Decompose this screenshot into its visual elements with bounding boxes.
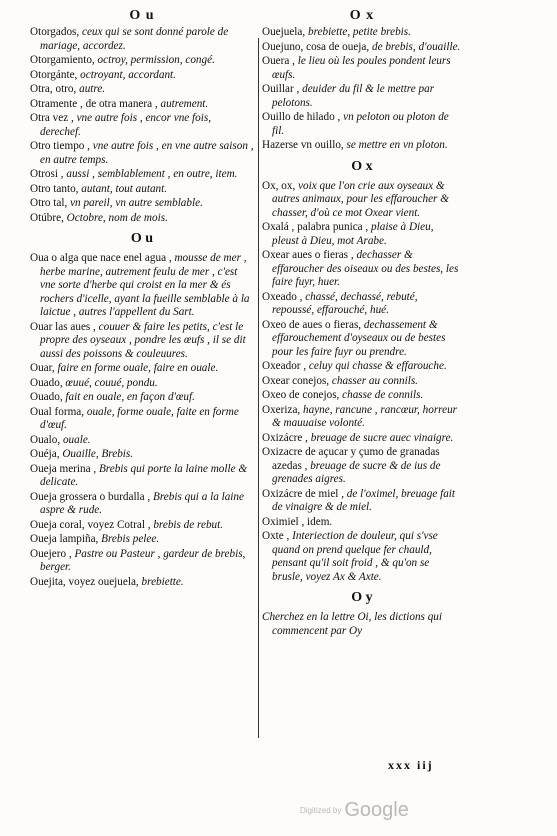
entry-headword: Ouera , [262,55,295,67]
entry-definition: couuer & faire les petits, c'est le propre des oyseaux , pondre les œufs , il se dit aussi des poissons & couleuures. [40,320,246,360]
entry-definition: celuy qui chasse & effarouche. [306,360,447,372]
entry-definition: de brebis, d'ouaille. [369,40,461,53]
entry-headword: Otúbre, [30,211,64,224]
entry-headword: Oxizácre , [262,431,308,444]
dictionary-entry [30,140,254,167]
dictionary-entry [262,375,462,389]
entry-definition: autre. [76,83,106,95]
dictionary-entry [30,434,254,448]
entry-definition: octroy, permission, congé. [94,54,215,66]
dictionary-entry [30,519,254,533]
dictionary-entry [30,576,254,590]
dictionary-entry [30,321,254,362]
right-entries-bottom [262,180,462,585]
entry-definition: brebis de rebut. [150,518,224,531]
entry-definition: plaise à Dieu, pleust à Dieu, mot Arabe. [272,221,434,247]
entry-definition: ceux qui se sont donné parole de mariage, accordez. [40,26,229,52]
dictionary-entry [30,391,254,405]
entry-headword: Oxizácre de miel , [262,487,344,500]
dictionary-entry [262,404,462,431]
entry-headword: Ouejuela, [262,26,306,38]
section-heading-oy: O y [351,590,373,605]
entry-headword: Oxalá , palabra punica , [262,221,369,233]
dictionary-entry [30,406,254,433]
entry-definition: Octobre, nom de mois. [63,211,168,224]
dictionary-entry [30,98,254,112]
dictionary-entry [30,26,254,53]
entry-definition: Ouaille, Brebis. [59,448,134,460]
entry-definition: mousse de mer , herbe marine, autrement feulu de mer , c'est vne sorte d'herbe qui croist en la mer & és rochers d'icelle, ayant la fueille semblable à la laictue , autres l'appellent du Sart. [40,252,250,318]
entry-headword: Otramente , de otra manera , [30,97,158,110]
entry-headword: Oxear aues o fieras , [262,249,354,261]
entry-definition: se mettre en vn ploton. [343,139,448,151]
dictionary-entry [262,319,462,360]
watermark-prefix: Digitized by [300,806,342,815]
entry-definition: octroyant, accordant. [77,68,176,81]
dictionary-entry [30,112,254,139]
entry-headword: Ouéja, [30,448,60,460]
entry-definition: dechasser & effaroucher des oiseaux ou des bestes, les faire fuyr, huer. [272,249,459,288]
entry-headword: Ouejuno, cosa de oueja, [262,40,370,53]
entry-definition: vne autre fois , encor vne fois, derechef. [40,112,212,138]
dictionary-entry [30,377,254,391]
entry-headword: Oueja merina , [30,462,97,475]
dictionary-entry [262,249,462,290]
dictionary-entry [30,491,254,518]
entry-definition: breuage de sucre & de ius de grenades aigres. [272,459,441,485]
dictionary-entry [30,448,254,462]
section-heading-ou: O u [130,231,154,246]
entry-definition: ouale, forme ouale, faite en forme d'œuf. [40,405,239,431]
left-entries-bottom [30,252,254,589]
entry-definition: chassé, dechassé, rebuté, repoussé, effarouché, hué. [272,290,418,316]
dictionary-entry [262,83,462,110]
entry-headword: Otorgados, [30,26,80,38]
dictionary-entry [30,168,254,182]
left-entries-top [30,26,254,225]
dictionary-entry [262,432,462,446]
entry-definition: œuué, couué, pondu. [62,376,158,389]
dictionary-entry [30,212,254,226]
entry-definition: voix que l'on crie aux oyseaux & autres animaux, pour les effaroucher & chasser, d'où ce mot Oxear vient. [272,179,449,219]
cross-reference-note: Cherchez en la lettre Oi, les dictions qui commencent par Oy [262,611,443,637]
entry-headword: Otro tiempo , [30,140,90,152]
entry-headword: Oxeado , [262,290,303,303]
entry-headword: Ox, ox, [262,179,296,192]
entry-definition: faire en forme ouale, faire en ouale. [54,362,219,374]
dictionary-entry [262,530,462,584]
digitized-watermark [300,799,409,822]
dictionary-entry [262,291,462,318]
left-column [30,8,254,590]
dictionary-entry [262,488,462,515]
dictionary-entry [30,362,254,376]
dictionary-entry [262,180,462,221]
entry-headword: Otro tanto, [30,182,79,195]
entry-definition: vn pareil, vn autre semblable. [67,197,203,209]
entry-definition: vne autre fois , en vne autre saison , en autre temps. [40,140,254,166]
entry-definition: chasser au connils. [329,374,418,387]
section-heading-ox: O x [351,158,373,174]
entry-headword: Oxeriza, [262,403,301,416]
dictionary-entry [262,221,462,248]
dictionary-entry [262,55,462,82]
entry-headword: Oual forma, [30,405,85,418]
dictionary-entry [262,26,462,40]
dictionary-entry [262,446,462,487]
dictionary-entry [262,111,462,138]
entry-headword: Oueja coral, voyez Cotral , [30,518,151,531]
dictionary-entry [30,533,254,547]
dictionary-entry [30,183,254,197]
entry-headword: Otorgánte, [30,68,78,81]
entry-headword: Oxeo de conejos, [262,389,340,401]
entry-definition: de l'oximel, breuage fait de vinaigre & de miel. [272,487,456,513]
dictionary-entry [30,463,254,490]
entry-headword: Oueja grossera o burdalla , [30,490,151,503]
dictionary-entry [30,252,254,320]
entry-headword: Oxear conejos, [262,374,330,387]
running-header-right: O x [349,8,375,23]
entry-definition: Brebis qui a la laine aspre & rude. [40,490,244,516]
entry-headword: Ouejero , [30,547,72,560]
dictionary-entry [262,139,462,153]
entry-headword: Ouar, [30,362,55,374]
right-column [262,8,462,639]
google-logo: Google [344,799,409,821]
entry-headword: Oualo, [30,433,61,446]
dictionary-entry [30,197,254,211]
entry-definition: breuage de sucre auec vinaigre. [307,431,454,444]
dictionary-entry [262,360,462,374]
signature-mark: xxx iij [388,758,434,772]
entry-headword: Otro tal, [30,197,68,209]
dictionary-entry [30,83,254,97]
entry-headword: Otorgamiento, [30,54,95,66]
entry-definition: brebiette. [138,575,184,588]
dictionary-entry [30,69,254,83]
entry-headword: Oua o alga que nace enel agua , [30,252,172,264]
entry-definition: ouale. [60,433,91,446]
entry-definition: brebiette, petite brebis. [305,26,411,38]
entry-headword: Ouillar , [262,83,300,95]
entry-headword: Otra vez , [30,112,74,124]
entry-headword: Oxeador , [262,360,307,372]
entry-definition: Brebis pelee. [98,533,160,545]
entry-definition: hayne, rancune , rancœur, horreur & mauuaise volonté. [272,403,458,429]
entry-definition: le lieu où les poules pondent leurs œufs. [272,55,451,81]
column-divider [258,38,259,738]
entry-definition: Interiection de douleur, qui s'vse quand on prend quelque fer chauld, pensant qu'il soit froid , & qu'on se brusle, voyez Ax & Axte. [272,530,438,583]
entry-definition: autant, tout autant. [78,182,168,195]
running-header-left: O u [129,8,155,23]
entry-headword: Ouado, [30,391,63,403]
dictionary-entry [30,54,254,68]
entry-headword: Oxte , [262,530,290,542]
entry-headword: Ouejita, voyez ouejuela, [30,575,139,588]
entry-definition: Brebis qui porte la laine molle & delicate. [40,462,248,488]
entry-headword: Oueja lampiña, [30,533,99,545]
entry-definition: Pastre ou Pasteur , gardeur de brebis, berger. [40,547,246,573]
right-entries-top [262,26,462,153]
entry-headword: Oxeo de aues o fieras, [262,318,362,331]
entry-headword: Otra, otro, [30,83,77,95]
entry-definition: deuider du fil & le mettre par pelotons. [272,83,435,109]
entry-definition: fait en ouale, en façon d'œuf. [62,391,195,403]
entry-headword: Ouillo de hilado , [262,111,341,123]
entry-headword: Hazerse vn ouillo, [262,139,344,151]
dictionary-entry [262,516,462,530]
dictionary-entry [262,389,462,403]
entry-definition: chasse de connils. [339,389,424,401]
entry-headword: Oximiel , idem. [262,515,333,528]
entry-headword: Ouado, [30,376,63,389]
entry-definition: dechassement & effarouchement d'oyseaux ou de bestes pour les faire fuyr ou prendre. [272,318,446,358]
entry-definition: autrement. [157,97,209,110]
dictionary-entry [30,548,254,575]
entry-headword: Oxizacre de açucar y çumo de granadas azedas , [262,446,440,472]
entry-definition: vn peloton ou ploton de fil. [272,111,449,137]
entry-headword: Otrosi , [30,168,64,180]
dictionary-entry [262,41,462,55]
entry-definition: aussi , semblablement , en outre, item. [63,168,238,180]
entry-headword: Ouar las aues , [30,320,96,333]
